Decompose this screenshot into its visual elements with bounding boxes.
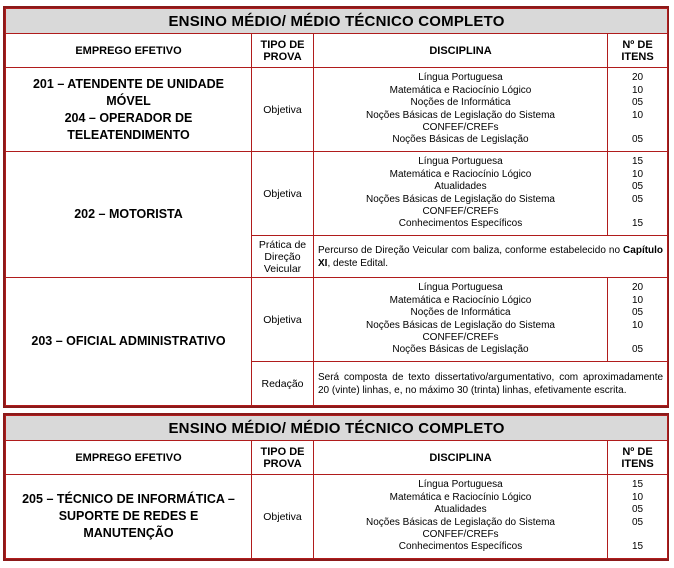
- header-emprego: EMPREGO EFETIVO: [6, 34, 252, 68]
- disciplina-list: Língua Portuguesa Matemática e Raciocínio Lógico Atualidades Noções Básicas de Legislação do Sistema CONFEF/CREFs Conhecimentos Específicos: [314, 152, 608, 236]
- exam-table-1: [3, 6, 669, 408]
- disciplina-list: Língua Portuguesa Matemática e Raciocínio Lógico Atualidades Noções Básicas de Legislação do Sistema CONFEF/CREFs Conhecimentos Específicos: [314, 475, 608, 559]
- table-title: ENSINO MÉDIO/ MÉDIO TÉCNICO COMPLETO: [6, 9, 668, 34]
- itens-list: 20 10 05 10 05: [608, 68, 668, 152]
- header-itens: Nº DE ITENS: [608, 34, 668, 68]
- header-tipo: TIPO DE PROVA: [252, 34, 314, 68]
- itens-list: 15 10 05 05 15: [608, 152, 668, 236]
- header-disciplina: DISCIPLINA: [314, 34, 608, 68]
- header-emprego: EMPREGO EFETIVO: [6, 441, 252, 475]
- tipo-prova-cell: Prática de Direção Veicular: [252, 236, 314, 278]
- table-title: ENSINO MÉDIO/ MÉDIO TÉCNICO COMPLETO: [6, 416, 668, 441]
- tipo-prova-cell: Objetiva: [252, 278, 314, 362]
- tipo-prova-cell: Redação: [252, 362, 314, 406]
- itens-list: 15 10 05 05 15: [608, 475, 668, 559]
- exam-table-2: [3, 413, 669, 561]
- disciplina-list: Língua Portuguesa Matemática e Raciocínio Lógico Noções de Informática Noções Básicas de Legislação do Sistema CONFEF/CREFs Noções Básicas de Legislação: [314, 278, 608, 362]
- tipo-prova-cell: Objetiva: [252, 475, 314, 559]
- cargo-cell: 202 – MOTORISTA: [6, 152, 252, 278]
- disciplina-list: Língua Portuguesa Matemática e Raciocínio Lógico Noções de Informática Noções Básicas de Legislação do Sistema CONFEF/CREFs Noções Básicas de Legislação: [314, 68, 608, 152]
- descricao-cell: Percurso de Direção Veicular com baliza, conforme estabelecido no Capítulo XI, deste Edital.: [314, 236, 668, 278]
- itens-list: 20 10 05 10 05: [608, 278, 668, 362]
- tipo-prova-cell: Objetiva: [252, 152, 314, 236]
- tipo-prova-cell: Objetiva: [252, 68, 314, 152]
- header-itens: Nº DE ITENS: [608, 441, 668, 475]
- header-tipo: TIPO DE PROVA: [252, 441, 314, 475]
- cargo-cell: 205 – TÉCNICO DE INFORMÁTICA – SUPORTE DE REDES E MANUTENÇÃO: [6, 475, 252, 559]
- cargo-cell: 203 – OFICIAL ADMINISTRATIVO: [6, 278, 252, 406]
- header-disciplina: DISCIPLINA: [314, 441, 608, 475]
- cargo-cell: 201 – ATENDENTE DE UNIDADE MÓVEL 204 – OPERADOR DE TELEATENDIMENTO: [6, 68, 252, 152]
- descricao-cell: Será composta de texto dissertativo/argumentativo, com aproximadamente 20 (vinte) linhas, e, no máximo 30 (trinta) linhas, efetivamente escrita.: [314, 362, 668, 406]
